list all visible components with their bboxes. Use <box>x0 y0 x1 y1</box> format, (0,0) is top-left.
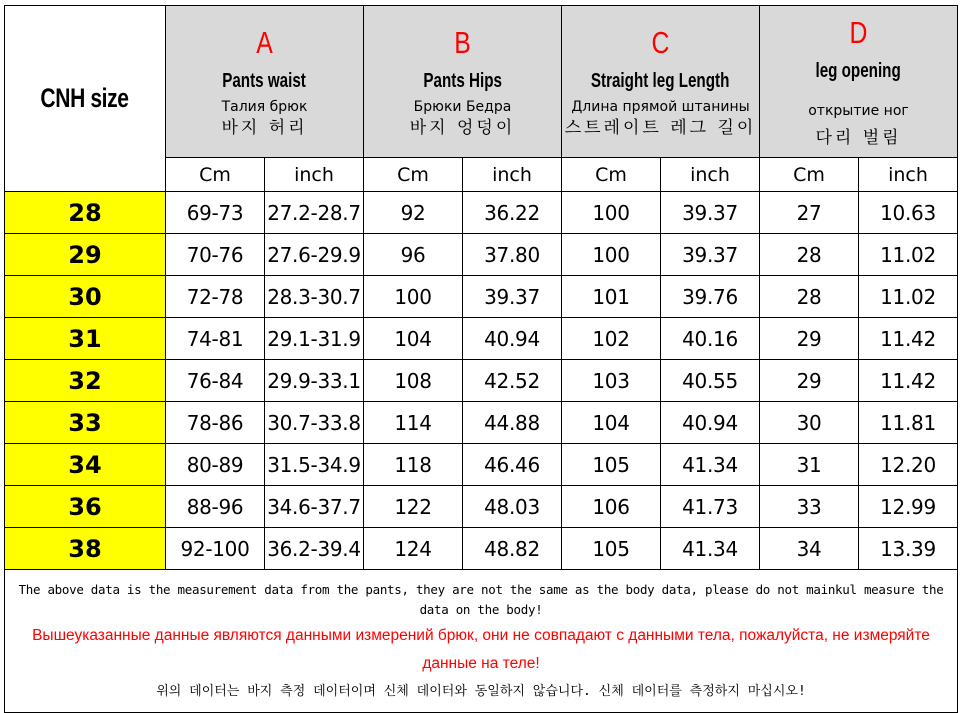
note-russian: Вышеуказанные данные являются данными измерений брюк, они не совпадают с данными тела, пожалуйста, не измеряйте данные на теле! <box>32 627 930 672</box>
waist-cm-cell: 72-78 <box>166 276 265 318</box>
leg-length-cm-cell: 100 <box>562 234 661 276</box>
table-row <box>5 318 958 360</box>
group-header-b <box>364 6 562 158</box>
waist-cm-cell: 76-84 <box>166 360 265 402</box>
unit-inch: inch <box>265 158 364 192</box>
leg-opening-inch-cell: 11.02 <box>859 234 958 276</box>
leg-opening-inch-cell: 11.81 <box>859 402 958 444</box>
waist-cm-cell: 74-81 <box>166 318 265 360</box>
waist-cm-cell: 69-73 <box>166 192 265 234</box>
leg-opening-inch-cell: 13.39 <box>859 528 958 570</box>
hips-inch-cell: 39.37 <box>463 276 562 318</box>
unit-inch: inch <box>661 158 760 192</box>
unit-inch: inch <box>859 158 958 192</box>
leg-length-inch-cell: 39.76 <box>661 276 760 318</box>
group-title-ru: Брюки Бедра <box>413 98 512 115</box>
leg-length-inch-cell: 41.34 <box>661 444 760 486</box>
group-title-ko: 바지 허리 <box>221 117 308 138</box>
hips-inch-cell: 44.88 <box>463 402 562 444</box>
unit-cm: Cm <box>562 158 661 192</box>
waist-cm-cell: 70-76 <box>166 234 265 276</box>
group-title-ko: 다리 벌림 <box>815 127 902 148</box>
leg-length-inch-cell: 40.94 <box>661 402 760 444</box>
unit-cm: Cm <box>364 158 463 192</box>
size-cell: 29 <box>5 234 166 276</box>
waist-inch-cell: 31.5-34.9 <box>265 444 364 486</box>
hips-inch-cell: 48.03 <box>463 486 562 528</box>
size-cell: 30 <box>5 276 166 318</box>
size-cell: 38 <box>5 528 166 570</box>
leg-length-inch-cell: 39.37 <box>661 192 760 234</box>
hips-cm-cell: 92 <box>364 192 463 234</box>
cnh-size-header <box>5 6 166 192</box>
leg-length-cm-cell: 106 <box>562 486 661 528</box>
group-letter: A <box>256 24 273 60</box>
group-title-ru: Талия брюк <box>221 98 308 115</box>
unit-inch: inch <box>463 158 562 192</box>
group-title-ru: Длина прямой штанины <box>571 98 750 115</box>
hips-inch-cell: 36.22 <box>463 192 562 234</box>
leg-opening-cm-cell: 28 <box>760 234 859 276</box>
unit-cm: Cm <box>760 158 859 192</box>
leg-length-inch-cell: 40.55 <box>661 360 760 402</box>
cnh-size-label: CNH size <box>40 83 130 113</box>
table-row <box>5 528 958 570</box>
group-title-ko: 스트레이트 레그 길이 <box>564 117 757 138</box>
hips-cm-cell: 104 <box>364 318 463 360</box>
leg-opening-cm-cell: 30 <box>760 402 859 444</box>
size-chart-table <box>4 5 958 713</box>
measurement-note <box>5 570 958 713</box>
group-header-a <box>166 6 364 158</box>
leg-length-inch-cell: 39.37 <box>661 234 760 276</box>
waist-inch-cell: 27.2-28.7 <box>265 192 364 234</box>
hips-inch-cell: 48.82 <box>463 528 562 570</box>
note-row <box>5 570 958 713</box>
group-letter: B <box>454 24 471 60</box>
leg-length-cm-cell: 105 <box>562 528 661 570</box>
leg-length-inch-cell: 41.73 <box>661 486 760 528</box>
leg-length-inch-cell: 40.16 <box>661 318 760 360</box>
waist-cm-cell: 78-86 <box>166 402 265 444</box>
leg-opening-cm-cell: 33 <box>760 486 859 528</box>
table-row <box>5 234 958 276</box>
group-header-d <box>760 6 958 158</box>
hips-cm-cell: 122 <box>364 486 463 528</box>
waist-cm-cell: 88-96 <box>166 486 265 528</box>
leg-opening-cm-cell: 34 <box>760 528 859 570</box>
hips-cm-cell: 100 <box>364 276 463 318</box>
group-title-ko: 바지 엉덩이 <box>409 117 516 138</box>
leg-length-cm-cell: 102 <box>562 318 661 360</box>
hips-cm-cell: 108 <box>364 360 463 402</box>
table-row <box>5 360 958 402</box>
leg-opening-inch-cell: 12.99 <box>859 486 958 528</box>
leg-length-cm-cell: 103 <box>562 360 661 402</box>
group-title: Straight leg Length <box>591 69 730 92</box>
leg-length-inch-cell: 41.34 <box>661 528 760 570</box>
table-row <box>5 402 958 444</box>
leg-opening-inch-cell: 11.42 <box>859 318 958 360</box>
size-cell: 31 <box>5 318 166 360</box>
waist-inch-cell: 36.2-39.4 <box>265 528 364 570</box>
leg-opening-cm-cell: 28 <box>760 276 859 318</box>
size-cell: 28 <box>5 192 166 234</box>
size-cell: 36 <box>5 486 166 528</box>
leg-length-cm-cell: 105 <box>562 444 661 486</box>
leg-opening-inch-cell: 10.63 <box>859 192 958 234</box>
waist-inch-cell: 34.6-37.7 <box>265 486 364 528</box>
group-title: leg opening <box>815 59 902 82</box>
hips-inch-cell: 46.46 <box>463 444 562 486</box>
table-row <box>5 486 958 528</box>
group-title-ru: открытие ног <box>808 102 909 119</box>
group-letter: C <box>651 24 670 60</box>
hips-cm-cell: 124 <box>364 528 463 570</box>
waist-inch-cell: 29.1-31.9 <box>265 318 364 360</box>
note-korean: 위의 데이터는 바지 측정 데이터이며 신체 데이터와 동일하지 않습니다. 신체 데이터를 측정하지 마십시오! <box>156 684 806 699</box>
hips-inch-cell: 37.80 <box>463 234 562 276</box>
note-english: The above data is the measurement data from the pants, they are not the same as the body data, please do not mainkul measure the data on the body! <box>18 582 944 617</box>
leg-opening-cm-cell: 27 <box>760 192 859 234</box>
leg-opening-inch-cell: 12.20 <box>859 444 958 486</box>
leg-opening-cm-cell: 29 <box>760 318 859 360</box>
waist-inch-cell: 29.9-33.1 <box>265 360 364 402</box>
size-cell: 33 <box>5 402 166 444</box>
table-row <box>5 276 958 318</box>
hips-cm-cell: 114 <box>364 402 463 444</box>
waist-inch-cell: 27.6-29.9 <box>265 234 364 276</box>
group-title: Pants Hips <box>423 69 502 92</box>
leg-length-cm-cell: 100 <box>562 192 661 234</box>
header-row <box>5 6 958 158</box>
leg-length-cm-cell: 104 <box>562 402 661 444</box>
table-row <box>5 192 958 234</box>
leg-length-cm-cell: 101 <box>562 276 661 318</box>
unit-cm: Cm <box>166 158 265 192</box>
waist-inch-cell: 28.3-30.7 <box>265 276 364 318</box>
leg-opening-cm-cell: 31 <box>760 444 859 486</box>
group-header-c <box>562 6 760 158</box>
hips-inch-cell: 42.52 <box>463 360 562 402</box>
waist-cm-cell: 80-89 <box>166 444 265 486</box>
group-title: Pants waist <box>222 69 307 92</box>
table-row <box>5 444 958 486</box>
leg-opening-inch-cell: 11.02 <box>859 276 958 318</box>
hips-cm-cell: 118 <box>364 444 463 486</box>
waist-cm-cell: 92-100 <box>166 528 265 570</box>
group-letter: D <box>849 14 868 50</box>
leg-opening-inch-cell: 11.42 <box>859 360 958 402</box>
hips-inch-cell: 40.94 <box>463 318 562 360</box>
hips-cm-cell: 96 <box>364 234 463 276</box>
size-cell: 34 <box>5 444 166 486</box>
size-cell: 32 <box>5 360 166 402</box>
leg-opening-cm-cell: 29 <box>760 360 859 402</box>
waist-inch-cell: 30.7-33.8 <box>265 402 364 444</box>
